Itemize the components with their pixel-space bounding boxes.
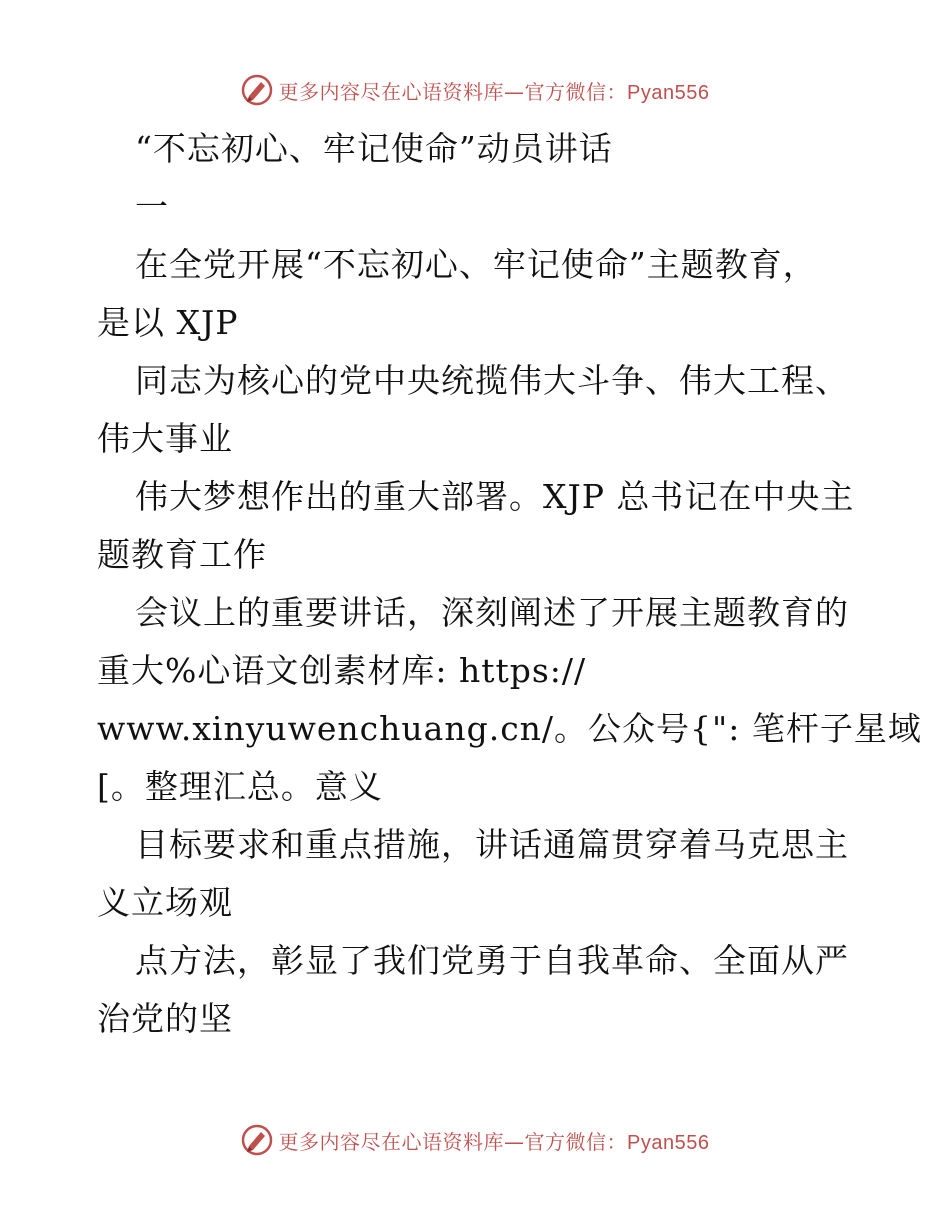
banner-slogan: 更多内容尽在心语资料库 <box>278 1129 505 1154</box>
banner-wechat-id: Pyan556 <box>627 1131 710 1154</box>
body-line: 在全党开展“不忘初心、牢记使命”主题教育， <box>135 245 817 284</box>
pen-logo-icon <box>241 74 273 106</box>
pen-logo-icon <box>241 1124 273 1156</box>
body-line: www.xinyuwenchuang.cn/。公众号{": 笔杆子星域 <box>97 709 922 748</box>
banner-wechat-id: Pyan556 <box>627 81 710 104</box>
banner-text <box>279 76 710 105</box>
body-line: [。整理汇总。意义 <box>97 767 383 806</box>
body-line: 重大%心语文创素材库: https:// <box>97 651 587 690</box>
banner-separator: — <box>504 1129 525 1154</box>
document-body <box>97 120 922 1048</box>
document-title: “不忘初心、牢记使命”动员讲话 <box>135 129 613 168</box>
body-line: 伟大事业 <box>97 419 233 458</box>
banner-slogan: 更多内容尽在心语资料库 <box>278 79 505 104</box>
body-line: 会议上的重要讲话，深刻阐述了开展主题教育的 <box>135 593 849 632</box>
body-line: 题教育工作 <box>97 535 267 574</box>
body-line: 目标要求和重点措施，讲话通篇贯穿着马克思主 <box>135 825 849 864</box>
footer-banner <box>0 1120 950 1160</box>
section-number: 一 <box>135 187 169 226</box>
header-banner <box>0 70 950 110</box>
body-line: 义立场观 <box>97 883 233 922</box>
banner-wechat-label: 官方微信： <box>524 79 628 104</box>
banner-text <box>279 1126 710 1155</box>
body-line: 点方法，彰显了我们党勇于自我革命、全面从严 <box>135 941 849 980</box>
body-line: 伟大梦想作出的重大部署。XJP 总书记在中央主 <box>135 477 855 516</box>
banner-separator: — <box>504 79 525 104</box>
body-line: 治党的坚 <box>97 999 233 1038</box>
body-line: 是以 XJP <box>97 303 239 342</box>
banner-wechat-label: 官方微信： <box>524 1129 628 1154</box>
body-line: 同志为核心的党中央统揽伟大斗争、伟大工程、 <box>135 361 849 400</box>
